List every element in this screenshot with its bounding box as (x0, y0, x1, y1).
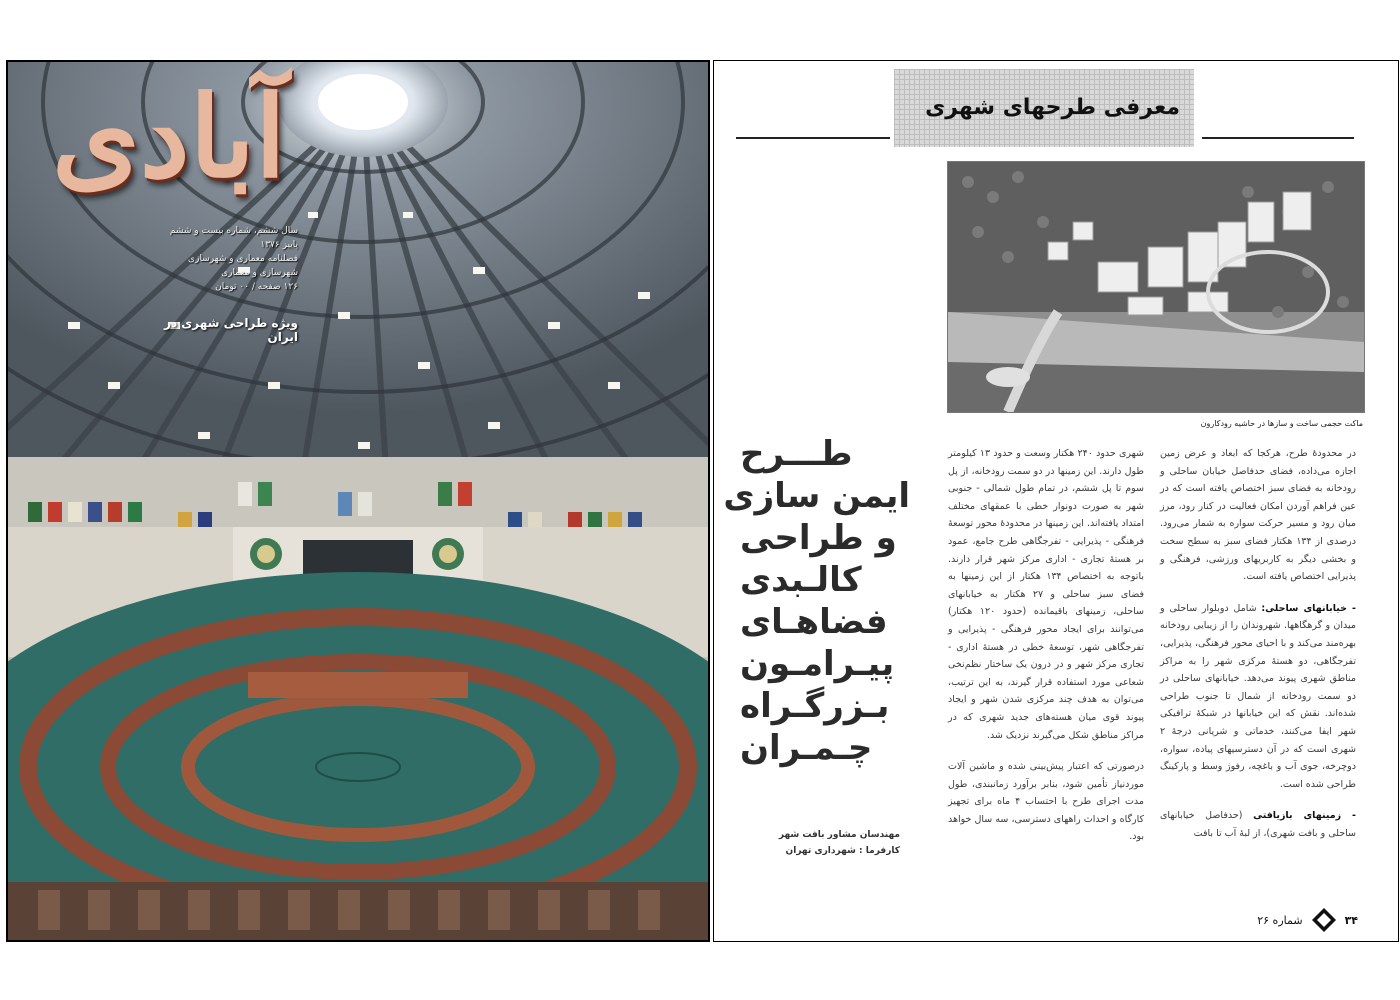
title-line: چـمـران (740, 728, 873, 768)
paragraph: در محدودهٔ طرح، هرکجا که ابعاد و عرض زمین اجازه می‌داده، فضای حدفاصل خیابان ساحلی و رودخانه به فضای سبز اختصاص یافته است که در عین فراهم آوردن امکان فعالیت در کنار رود، مرز میان رود و مسیر حرکت سواره به شمار می‌رود. درصدی از ۱۳۴ هکتار فضای سبز به سطح سخت و بخشی دیگر به کاربریهای ورزشی، فرهنگی و پذیرایی اختصاص یافته است. (1160, 448, 1356, 583)
section-title: معرفی طرحهای شهری (925, 95, 1180, 120)
article-page (713, 60, 1399, 942)
header-rule-right (1202, 137, 1354, 139)
title-line: فضاهـای (740, 602, 888, 642)
paragraph-lead: - خیابانهای ساحلی: (1261, 602, 1356, 614)
section-header (894, 69, 1194, 147)
cover-meta-line: شهرسازی و معماری (221, 268, 298, 278)
model-photo (947, 161, 1365, 413)
paragraph-lead: - زمینهای بازیافتی (1253, 810, 1356, 822)
credit-client: کارفرما : شهرداری تهران (785, 846, 900, 856)
cover-masthead: آبادی (52, 72, 286, 203)
title-line: کالـبدی (740, 560, 862, 600)
paragraph (1160, 807, 1356, 842)
cover-meta-line: سال ششم، شماره بیست و ششم (169, 226, 298, 236)
article-credits (740, 827, 900, 859)
cover-meta-line: ۱۲۶ صفحه / ۰۰ تومان (215, 282, 298, 292)
publisher-logo-icon (1311, 907, 1337, 933)
paragraph: شهری حدود ۲۴۰ هکتار وسعت و حدود ۱۳ کیلومتر طول دارند. این زمینها در دو سمت رودخانه، از پل سوم تا پل ششم، در تمام طول شمالی - جنوبی شهر به صورت دونوار خطی با عمقهای مختلف امتداد یافته‌اند. این زمینها در محدودهٔ محور توسعهٔ فرهنگی - پذیرایی - تفرجگاهی طرح جامع، عمود بر هستهٔ تجاری - اداری مرکز شهر قرار دارند. باتوجه به اختصاص ۱۳۴ هکتار از این زمینها به فضای سبز ساحلی و ۲۷ هکتار به خیابانهای ساحلی، زمینهای باقیمانده (حدود ۱۲۰ هکتار) می‌توانند برای ایجاد محور فرهنگی - پذیرایی و تفرجگاهی شهر، توسعهٔ خطی در هستهٔ اداری - تجاری مرکز شهر و در درون یک ساختار نظم‌نخی شعاعی مورد استفاده قرار گیرند، به این ترتیب، می‌توان به هدف چند مرکزی شدن شهر و ایجاد پیوند قوی میان هسته‌های جدید شهری که در مراکز مناطق شکل می‌گیرند نزدیک شد. (948, 448, 1144, 741)
title-line: طـــرح (740, 434, 853, 474)
cover-issue-info (168, 224, 298, 294)
page-footer (1257, 907, 1358, 933)
title-line: پیـرامـون (740, 644, 895, 684)
title-line: بـزرگـراه (740, 686, 890, 726)
cover-meta-line: فصلنامه معماری و شهرسازی (188, 254, 298, 264)
credit-consultant: مهندسان مشاور بافت شهر (778, 830, 900, 840)
paragraph-text: (حدفاصل خیابانهای ساحلی و بافت شهری)، از لبهٔ آب تا بافت (1160, 810, 1356, 839)
title-line: و طراحی (740, 518, 897, 558)
body-column-middle (948, 445, 1144, 860)
header-rule-left (736, 137, 890, 139)
paragraph-text: شامل دوبلوار ساحلی و میدان و گرهگاهها. شهروندان را از زیبایی رودخانه بهره‌مند می‌کند و با احیای محور فرهنگی، پذیرایی، تفرجگاهی، دو هستهٔ مرکزی شهر را به مراکز مناطق شهری پیوند می‌دهد. خیابانهای ساحلی در دو سمت رودخانه از شمال تا جنوب طراحی شده‌اند. نقش که این خیابانها در شبکهٔ ترافیکی شهر ایفا می‌کنند، خدماتی و شریانی درجهٔ ۲ شهری است که در آن دسترسیهای پیاده، سواره، دوچرخه، جوی آب و باغچه، رفوژ وسط و پارکینگ طراحی شده است. (1160, 602, 1356, 790)
cover-meta-line: پاییز ۱۳۷۶ (260, 240, 298, 250)
magazine-cover (6, 60, 710, 942)
issue-number: شماره ۲۶ (1257, 913, 1303, 927)
model-photo-image (948, 162, 1364, 412)
photo-caption: ماکت حجمی ساخت و سازها در حاشیه رودکارون (1200, 419, 1363, 428)
cover-tagline: ویژه طراحی شهری در ایران (164, 316, 298, 344)
title-line: ایمن سازی (723, 476, 910, 516)
paragraph: درصورتی که اعتبار پیش‌بینی شده و ماشین آلات موردنیاز تأمین شود، بنابر برآورد زمانبندی، طول مدت اجرای طرح با احتساب ۴ ماه برای تجهیز کارگاه و احداث راههای دسترسی، سه سال خواهد بود. (948, 761, 1144, 843)
page-number: ۳۴ (1344, 913, 1358, 927)
paragraph (1160, 600, 1356, 794)
article-title (723, 433, 910, 769)
body-column-right (1160, 445, 1356, 856)
